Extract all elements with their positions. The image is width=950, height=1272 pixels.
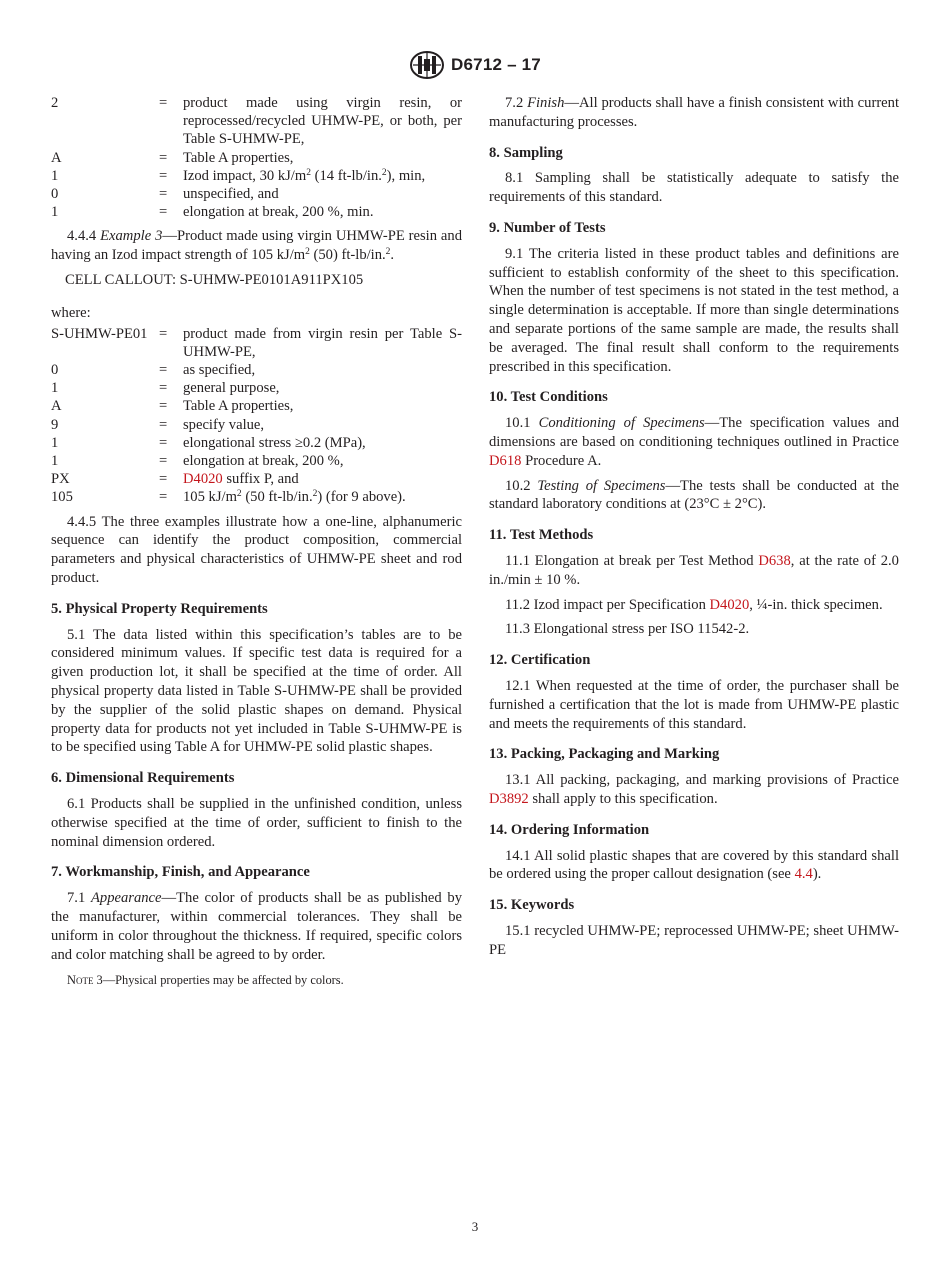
def-code: 1 xyxy=(51,434,59,451)
left-column xyxy=(51,94,462,988)
page-header xyxy=(0,50,950,80)
paragraph-text: , at the rate of 2.0 in./min ± 10 %. xyxy=(489,552,899,588)
paragraph-text: . xyxy=(390,247,395,264)
def-description xyxy=(183,488,462,506)
def-description: elongation at break, 200 %, xyxy=(183,453,344,470)
paragraph-5-1: 5.1 The data listed within this specification’s tables are to be considered minimum values. If specific test data is required for a given production lot, it shall be specified at the time of order. All physical property data listed in Table S-UHMW-PE shall be provided by the supplier of the solid plastic shapes on demand. Physical property data for products not yet included in Table S-UHMW-PE is to be specified using Table A for UHMW-PE solid plastic shapes. xyxy=(51,626,462,756)
heading-section-7: 7. Workmanship, Finish, and Appearance xyxy=(51,864,310,881)
right-column xyxy=(489,94,899,965)
def-equals: = xyxy=(159,453,168,470)
definition-row xyxy=(51,434,462,452)
def-code: 1 xyxy=(51,453,59,470)
standard-designation: D6712 – 17 xyxy=(451,55,541,74)
d4020-link[interactable]: D4020 xyxy=(183,471,223,488)
def-equals: = xyxy=(159,434,168,451)
def-equals: = xyxy=(159,186,168,203)
def-code: A xyxy=(51,149,62,166)
paragraph-14-1 xyxy=(489,847,899,885)
cell-callout: CELL CALLOUT: S-UHMW-PE0101A911PX105 xyxy=(65,272,364,289)
paragraph-text: , ¼-in. thick specimen. xyxy=(749,596,883,613)
paragraph-10-2 xyxy=(489,477,899,515)
page-number: 3 xyxy=(471,1219,479,1234)
definition-row xyxy=(51,488,462,506)
def-description xyxy=(183,470,462,488)
def-description: as specified, xyxy=(183,362,256,379)
d618-link[interactable]: D618 xyxy=(489,452,522,469)
def-equals: = xyxy=(159,380,168,397)
paragraph-12-1: 12.1 When requested at the time of order, the purchaser shall be furnished a certification that the lot is made from UHMW-PE plastic and meets the requirements of this standard. xyxy=(489,677,899,732)
def-equals: = xyxy=(159,362,168,379)
def-equals: = xyxy=(159,416,168,433)
definition-row xyxy=(51,149,462,167)
paragraph-text: —The color of products shall be as published by the manufacturer, within commercial tolerances. They shall be uniform in color throughout the thickness. If required, specific colors and color matching shall be agreed to by order. xyxy=(51,890,463,963)
paragraph-text: —All products shall have a finish consistent with current manufacturing processes. xyxy=(489,95,900,130)
note-label: Note 3 xyxy=(67,973,103,988)
paragraph-text: —The tests shall be conducted at the standard laboratory conditions at (23°C ± 2°C). xyxy=(489,477,899,513)
subsection-label: Finish xyxy=(527,95,565,111)
def-description: product made from virgin resin per Table S-UHMW-PE, xyxy=(183,325,462,360)
paragraph-13-1 xyxy=(489,771,899,809)
paragraph-10-1 xyxy=(489,414,899,470)
def-code: 9 xyxy=(51,416,59,433)
def-equals: = xyxy=(159,471,168,488)
heading-section-5: 5. Physical Property Requirements xyxy=(51,600,268,617)
definition-row xyxy=(51,361,462,379)
definition-row xyxy=(51,325,462,361)
paragraph-7-1 xyxy=(51,889,462,964)
section-number: 10.1 xyxy=(505,415,539,432)
def-description: general purpose, xyxy=(183,380,280,397)
heading-section-9: 9. Number of Tests xyxy=(489,219,606,236)
superscript: 2 xyxy=(312,489,318,500)
def-description: Table A properties, xyxy=(183,398,294,415)
def-equals: = xyxy=(159,149,168,166)
definition-row xyxy=(51,203,462,221)
def-equals: = xyxy=(159,489,168,506)
definition-row xyxy=(51,94,462,149)
paragraph-4-4-5: 4.4.5 The three examples illustrate how a one-line, alphanumeric sequence can identify the product composition, commercial parameters and physical characteristics of UHMW-PE sheet and rod product. xyxy=(51,513,462,587)
def-equals: = xyxy=(159,325,168,342)
def-description: Table A properties, xyxy=(183,149,294,166)
astm-logo-icon xyxy=(409,50,445,80)
note-3 xyxy=(67,972,462,988)
d3892-link[interactable]: D3892 xyxy=(489,790,529,807)
section-number: 4.4.4 xyxy=(67,228,101,245)
def-description: product made using virgin resin, or reprocessed/recycled UHMW-PE, or both, per Table S-UHMW-PE, xyxy=(183,95,462,148)
heading-section-8: 8. Sampling xyxy=(489,144,563,161)
definition-row xyxy=(51,167,462,185)
heading-section-12: 12. Certification xyxy=(489,652,591,669)
def-code: S-UHMW-PE01 xyxy=(51,325,148,342)
def-code: 1 xyxy=(51,380,59,397)
def-text: (14 ft-lb/in. xyxy=(310,167,382,184)
def-code: 105 xyxy=(51,489,73,506)
paragraph-text: —Product made using virgin UHMW-PE resin and having an Izod impact strength of 105 kJ/m xyxy=(51,228,462,264)
def-code: 0 xyxy=(51,186,59,203)
note-text: —Physical properties may be affected by colors. xyxy=(102,973,344,988)
subsection-label: Testing of Specimens xyxy=(537,477,666,494)
heading-section-11: 11. Test Methods xyxy=(489,527,594,544)
def-equals: = xyxy=(159,95,168,111)
superscript: 2 xyxy=(381,167,387,178)
def-description xyxy=(183,167,462,185)
definitions-table-example-3 xyxy=(51,325,462,507)
def-text: Izod impact, 30 kJ/m xyxy=(183,167,307,184)
def-code: 2 xyxy=(51,95,59,111)
def-text: ) (for 9 above). xyxy=(317,489,406,506)
def-code: PX xyxy=(51,471,70,488)
def-equals: = xyxy=(159,167,168,184)
superscript: 2 xyxy=(305,247,310,258)
def-description: elongation at break, 200 %, min. xyxy=(183,204,374,221)
def-description: unspecified, and xyxy=(183,186,279,203)
superscript: 2 xyxy=(385,247,391,258)
def-code: 1 xyxy=(51,204,59,221)
section-number: 7.1 xyxy=(67,890,91,907)
def-code: A xyxy=(51,398,62,415)
definition-row xyxy=(51,416,462,434)
def-description: elongational stress ≥0.2 (MPa), xyxy=(183,434,366,451)
heading-section-15: 15. Keywords xyxy=(489,897,575,914)
subsection-label: Appearance xyxy=(91,890,162,907)
paragraph-6-1: 6.1 Products shall be supplied in the unfinished condition, unless otherwise specified at the time of order, sufficient to finish to the nominal dimension ordered. xyxy=(51,796,462,850)
def-text: 105 kJ/m xyxy=(183,489,237,506)
paragraph-text: Procedure A. xyxy=(521,452,602,469)
paragraph-text: 11.1 Elongation at break per Test Method xyxy=(505,552,759,569)
where-label: where: xyxy=(51,304,91,321)
paragraph-text: (50) ft-lb/in. xyxy=(309,247,386,264)
def-code: 1 xyxy=(51,167,59,184)
def-description: specify value, xyxy=(183,416,265,433)
definition-row xyxy=(51,185,462,203)
superscript: 2 xyxy=(306,167,311,178)
paragraph-9-1: 9.1 The criteria listed in these product tables and definitions are sufficient to establish conformity of the sheet to this specification. When the number of test specimens is not stated in the test method, a single determination is acceptable. If more than single determinations and separate portions of the same sample are made, the results shall be averaged. The final result shall conform to the requirements prescribed in this specification. xyxy=(489,245,899,375)
section-number: 7.2 xyxy=(505,95,528,111)
def-text: ), min, xyxy=(386,167,426,184)
heading-section-6: 6. Dimensional Requirements xyxy=(51,770,235,787)
definition-row xyxy=(51,452,462,470)
paragraph-4-4-4 xyxy=(51,227,462,265)
definition-row xyxy=(51,379,462,397)
def-equals: = xyxy=(159,398,168,415)
paragraph-text: shall apply to this specification. xyxy=(528,790,718,807)
superscript: 2 xyxy=(236,489,242,500)
paragraph-7-2 xyxy=(489,94,899,132)
paragraph-text: 13.1 All packing, packaging, and marking provisions of Practice xyxy=(505,772,899,789)
definition-row xyxy=(51,470,462,488)
paragraph-text: ). xyxy=(812,866,822,883)
paragraph-11-1 xyxy=(489,552,899,590)
d638-link[interactable]: D638 xyxy=(758,552,791,569)
example-label: Example 3 xyxy=(100,228,163,245)
paragraph-11-3: 11.3 Elongational stress per ISO 11542-2. xyxy=(505,621,750,638)
paragraph-15-1: 15.1 recycled UHMW-PE; reprocessed UHMW-PE; sheet UHMW-PE xyxy=(489,922,899,958)
section-4-4-link[interactable]: 4.4 xyxy=(794,866,813,883)
subsection-label: Conditioning of Specimens xyxy=(538,415,705,432)
paragraph-text: 14.1 All solid plastic shapes that are covered by this standard shall be ordered using the proper callout designation (see xyxy=(489,847,899,883)
paragraph-11-2 xyxy=(489,596,899,615)
heading-section-13: 13. Packing, Packaging and Marking xyxy=(489,746,720,763)
heading-section-10: 10. Test Conditions xyxy=(489,389,608,406)
section-number: 10.2 xyxy=(505,477,538,494)
def-code: 0 xyxy=(51,362,59,379)
def-equals: = xyxy=(159,204,168,221)
def-text: (50 ft-lb/in. xyxy=(241,489,313,506)
paragraph-text: 11.2 Izod impact per Specification xyxy=(505,596,710,613)
heading-section-14: 14. Ordering Information xyxy=(489,821,650,838)
def-text: suffix P, and xyxy=(222,471,299,488)
definition-row xyxy=(51,397,462,415)
d4020-link[interactable]: D4020 xyxy=(709,596,750,613)
paragraph-8-1: 8.1 Sampling shall be statistically adequate to satisfy the requirements of this standard. xyxy=(489,170,899,206)
definitions-table-example-2 xyxy=(51,94,462,221)
paragraph-text: —The specification values and dimensions are based on conditioning techniques outlined in Practice xyxy=(489,415,900,450)
